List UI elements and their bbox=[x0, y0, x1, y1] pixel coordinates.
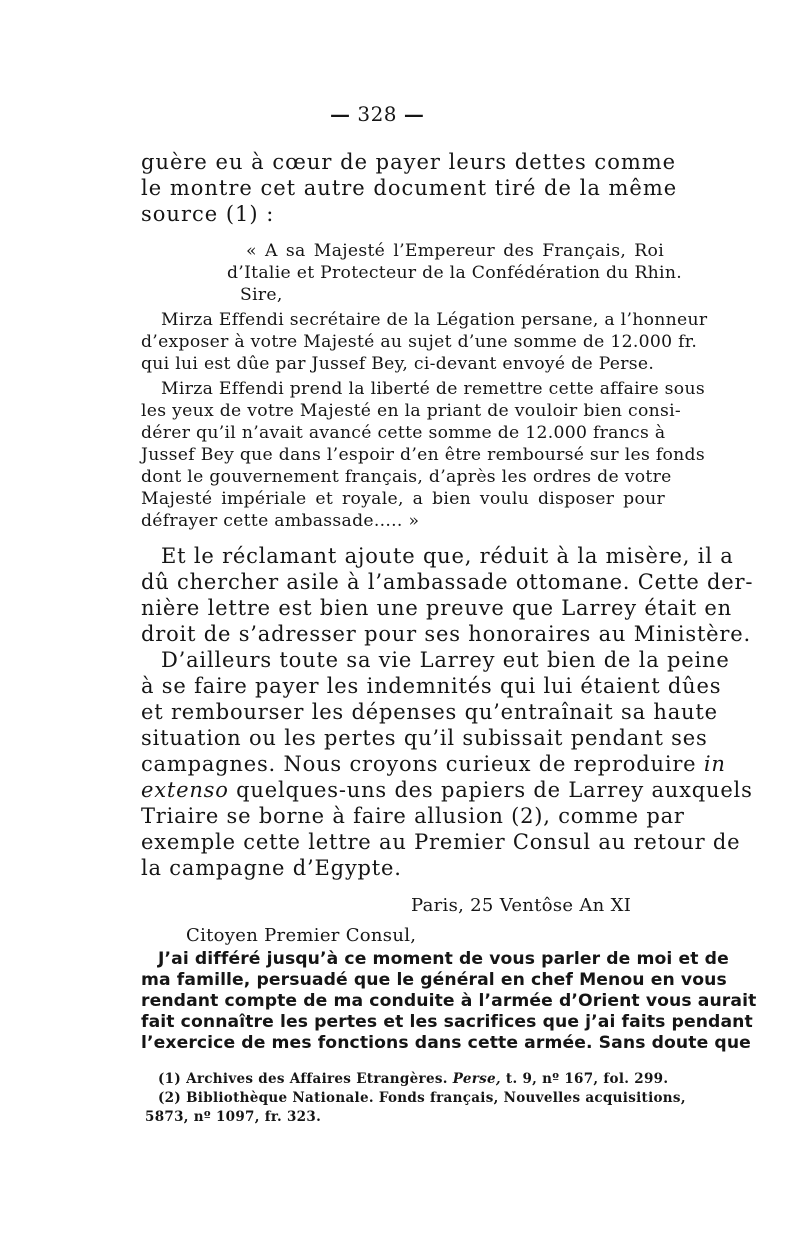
body-line bbox=[141, 778, 753, 802]
footnote-text: t. 9, nº 167, fol. 299. bbox=[500, 1071, 669, 1087]
letter1-salutation: Sire, bbox=[240, 285, 283, 305]
body-line: Triaire se borne à faire allusion (2), comme par bbox=[141, 804, 685, 828]
letter1-line: d’exposer à votre Majesté au sujet d’une somme de 12.000 fr. bbox=[141, 332, 698, 352]
body-line: nière lettre est bien une preuve que Larrey était en bbox=[141, 596, 732, 620]
header-dash-right: — bbox=[403, 102, 425, 126]
body-line: exemple cette lettre au Premier Consul au retour de bbox=[141, 830, 741, 854]
body-line: D’ailleurs toute sa vie Larrey eut bien de la peine bbox=[161, 648, 730, 672]
page-number: 328 bbox=[357, 102, 398, 126]
letter2-line: l’exercice de mes fonctions dans cette armée. Sans doute que bbox=[141, 1033, 751, 1053]
body-line: dû chercher asile à l’ambassade ottomane. Cette der- bbox=[141, 570, 754, 594]
letter1-line: Mirza Effendi secrétaire de la Légation persane, a l’honneur bbox=[161, 310, 708, 330]
body-italic-text: in bbox=[703, 752, 726, 776]
letter2-line: rendant compte de ma conduite à l’armée d’Orient vous aurait bbox=[141, 991, 757, 1011]
letter1-line: Mirza Effendi prend la liberté de remettre cette affaire sous bbox=[161, 379, 705, 399]
footnote-2-line-1: (2) Bibliothèque Nationale. Fonds français, Nouvelles acquisitions, bbox=[158, 1090, 686, 1106]
letter1-line: les yeux de votre Majesté en la priant de vouloir bien consi- bbox=[141, 401, 681, 421]
body-line: à se faire payer les indemnités qui lui étaient dûes bbox=[141, 674, 722, 698]
letter1-line: qui lui est dûe par Jussef Bey, ci-devant envoyé de Perse. bbox=[141, 354, 655, 374]
body-line: et rembourser les dépenses qu’entraînait sa haute bbox=[141, 700, 718, 724]
body-line: Et le réclamant ajoute que, réduit à la misère, il a bbox=[161, 544, 734, 568]
letter2-line: fait connaître les pertes et les sacrifices que j’ai faits pendant bbox=[141, 1012, 753, 1032]
intro-line: guère eu à cœur de payer leurs dettes comme bbox=[141, 150, 677, 174]
letter2-line: ma famille, persuadé que le général en chef Menou en vous bbox=[141, 970, 727, 990]
body-line: droit de s’adresser pour ses honoraires au Ministère. bbox=[141, 622, 751, 646]
intro-line: source (1) : bbox=[141, 202, 275, 226]
body-text: campagnes. Nous croyons curieux de reproduire bbox=[141, 752, 697, 776]
letter1-line: dérer qu’il n’avait avancé cette somme de 12.000 francs à bbox=[141, 423, 666, 443]
body-text: quelques-uns des papiers de Larrey auxquels bbox=[228, 778, 753, 802]
letter2-dateline: Paris, 25 Ventôse An XI bbox=[411, 895, 632, 916]
letter1-line: défrayer cette ambassade..... » bbox=[141, 511, 420, 531]
body-line: la campagne d’Egypte. bbox=[141, 856, 402, 880]
letter1-address-line: « A sa Majesté l’Empereur des Français, Roi bbox=[246, 241, 664, 261]
letter1-address-line: d’Italie et Protecteur de la Confédération du Rhin. bbox=[227, 263, 682, 283]
body-italic-text: extenso bbox=[141, 778, 229, 802]
letter1-line: Jussef Bey que dans l’espoir d’en être remboursé sur les fonds bbox=[141, 445, 705, 465]
header-dash-left: — bbox=[330, 102, 351, 126]
letter2-line: J’ai différé jusqu’à ce moment de vous parler de moi et de bbox=[158, 949, 729, 969]
footnote-1 bbox=[158, 1071, 668, 1087]
letter1-line: dont le gouvernement français, d’après les ordres de votre bbox=[141, 467, 672, 487]
body-line: situation ou les pertes qu’il subissait pendant ses bbox=[141, 726, 708, 750]
footnote-2-line-2: 5873, nº 1097, fr. 323. bbox=[145, 1109, 322, 1125]
page-header bbox=[330, 102, 424, 126]
footnote-text: (1) Archives des Affaires Etrangères. bbox=[158, 1071, 453, 1087]
intro-line: le montre cet autre document tiré de la même bbox=[141, 176, 678, 200]
letter1-line: Majesté impériale et royale, a bien voulu disposer pour bbox=[141, 489, 665, 509]
letter2-salutation: Citoyen Premier Consul, bbox=[186, 925, 417, 946]
body-line bbox=[141, 752, 726, 776]
footnote-italic: Perse, bbox=[452, 1071, 501, 1087]
